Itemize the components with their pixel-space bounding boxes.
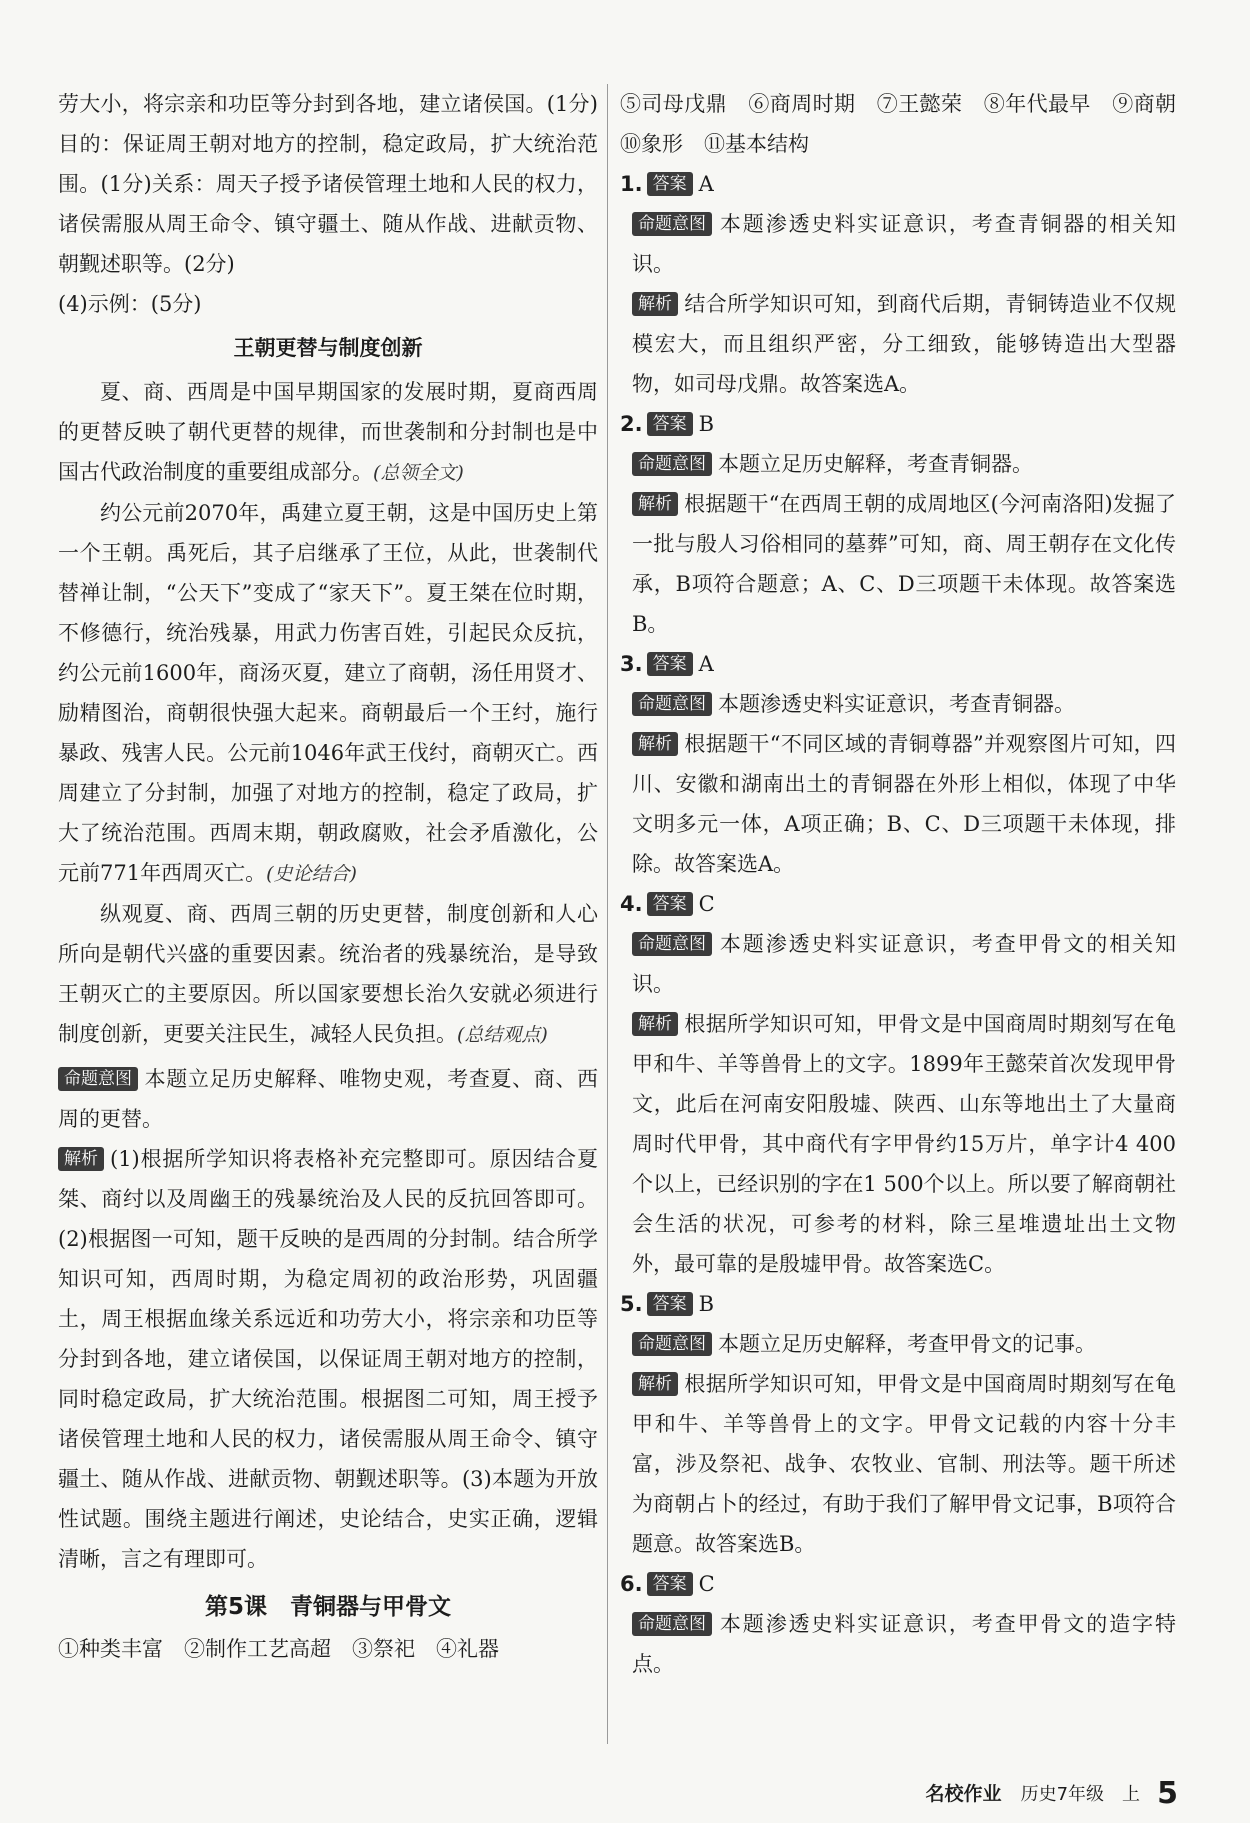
analysis-tag: 解析 [632,1012,678,1036]
answer-value: C [698,892,715,916]
right-column [620,84,1197,1684]
answer-tag: 答案 [647,652,693,676]
intent-block: 命题意图 本题立足历史解释、唯物史观，考查夏、商、西周的更替。 [58,1067,598,1131]
essay-paragraph-1: 夏、商、西周是中国早期国家的发展时期，夏商西周的更替反映了朝代更替的规律，而世袭制和分封制也是中国古代政治制度的重要组成部分。(总领全文) [58,380,598,484]
answer-line [620,644,1176,684]
analysis-tag: 解析 [58,1147,104,1171]
example-heading: (4)示例：(5分) [58,292,202,316]
page-footer [925,1776,1178,1811]
answer-line [620,1564,1176,1604]
question-number: 3. [620,652,643,676]
analysis-block: 解析 根据题干“不同区域的青铜尊器”并观察图片可知，四川、安徽和湖南出土的青铜器在外形上相似，体现了中华文明多元一体，A项正确；B、C、D三项题干未体现，排除。故答案选A。 [632,732,1176,876]
answer-line [620,884,1176,924]
intent-block: 命题意图 本题渗透史料实证意识，考查青铜器的相关知识。 [632,212,1176,276]
essay-paragraph-3: 纵观夏、商、西周三朝的历史更替，制度创新和人心所向是朝代兴盛的重要因素。统治者的残暴统治，是导致王朝灭亡的主要原因。所以国家要想长治久安就必须进行制度创新，更要关注民生，减轻人民负担。(总结观点) [58,902,598,1046]
essay-note: (总领全文) [373,462,464,484]
question-number: 2. [620,412,643,436]
intent-block: 命题意图 本题渗透史料实证意识，考查甲骨文的造字特点。 [632,1612,1176,1676]
intent-tag: 命题意图 [58,1067,138,1091]
answer-value: B [698,412,715,436]
subject-label: 历史7年级 上 [1020,1784,1141,1805]
analysis-block: 解析 (1)根据所学知识将表格补充完整即可。原因结合夏桀、商纣以及周幽王的残暴统治及人民的反抗回答即可。(2)根据图一可知，题干反映的是西周的分封制。结合所学知识可知，西周时期，为稳定周初的政治形势，巩固疆土，周王根据血缘关系远近和功劳大小，将宗亲和功臣等分封到各地，建立诸侯国，以保证周王朝对地方的控制，同时稳定政局，扩大统治范围。根据图二可知，周王授予诸侯管理土地和人民的权力，诸侯需服从周王命令、镇守疆土、随从作战、进献贡物、朝觐述职等。(3)本题为开放性试题。围绕主题进行阐述，史论结合，史实正确，逻辑清晰，言之有理即可。 [58,1147,598,1571]
answer-tag: 答案 [647,1292,693,1316]
question-number: 6. [620,1572,643,1596]
intent-tag: 命题意图 [632,1332,712,1356]
essay-note: (总结观点) [457,1024,548,1046]
intent-block: 命题意图 本题渗透史料实证意识，考查甲骨文的相关知识。 [632,932,1176,996]
answer-value: B [698,1292,715,1316]
question-number: 1. [620,172,643,196]
brand-name: 名校作业 [925,1783,1002,1805]
answer-line [620,404,1176,444]
answer-value: A [698,652,714,676]
analysis-tag: 解析 [632,292,678,316]
essay-title: 王朝更替与制度创新 [233,336,423,360]
essay-paragraph-2: 约公元前2070年，禹建立夏王朝，这是中国历史上第一个王朝。禹死后，其子启继承了王位，从此，世袭制代替禅让制，“公天下”变成了“家天下”。夏王桀在位时期，不修德行，统治残暴，用武力伤害百姓，引起民众反抗，约公元前1600年，商汤灭夏，建立了商朝，汤任用贤才、励精图治，商朝很快强大起来。商朝最后一个王纣，施行暴政、残害人民。公元前1046年武王伐纣，商朝灭亡。西周建立了分封制，加强了对地方的控制，稳定了政局，扩大了统治范围。西周末期，朝政腐败，社会矛盾激化，公元前771年西周灭亡。(史论结合) [58,501,598,885]
column-divider [607,84,608,1744]
answer-tag: 答案 [647,892,693,916]
analysis-tag: 解析 [632,1372,678,1396]
intent-tag: 命题意图 [632,1612,712,1636]
answer-line [620,1284,1176,1324]
intent-tag: 命题意图 [632,452,712,476]
analysis-block: 解析 结合所学知识可知，到商代后期，青铜铸造业不仅规模宏大，而且组织严密，分工细致，能够铸造出大型器物，如司母戊鼎。故答案选A。 [632,292,1176,396]
fill-answers: ⑤司母戊鼎 ⑥商周时期 ⑦王懿荣 ⑧年代最早 ⑨商朝 ⑩象形 ⑪基本结构 [620,92,1197,156]
answer-value: C [698,1572,715,1596]
analysis-block: 解析 根据题干“在西周王朝的成周地区(今河南洛阳)发掘了一批与殷人习俗相同的墓葬”可知，商、周王朝存在文化传承，B项符合题意；A、C、D三项题干未体现。故答案选B。 [632,492,1176,636]
intent-block: 命题意图 本题渗透史料实证意识，考查青铜器。 [620,684,1176,724]
question-list [620,164,1176,1684]
page-number: 5 [1157,1776,1178,1811]
answer-value: A [698,172,714,196]
essay-note: (史论结合) [266,863,357,885]
analysis-tag: 解析 [632,492,678,516]
answer-tag: 答案 [647,172,693,196]
question-number: 5. [620,1292,643,1316]
answer-tag: 答案 [647,1572,693,1596]
answer-tag: 答案 [647,412,693,436]
analysis-tag: 解析 [632,732,678,756]
intent-tag: 命题意图 [632,212,712,236]
intent-tag: 命题意图 [632,932,712,956]
intent-block: 命题意图 本题立足历史解释，考查甲骨文的记事。 [620,1324,1176,1364]
answer-paragraph: 劳大小，将宗亲和功臣等分封到各地，建立诸侯国。(1分)目的：保证周王朝对地方的控制，稳定政局，扩大统治范围。(1分)关系：周天子授予诸侯管理土地和人民的权力，诸侯需服从周王命令、镇守疆土、随从作战、进献贡物、朝觐述职等。(2分) [58,92,598,276]
question-number: 4. [620,892,643,916]
intent-block: 命题意图 本题立足历史解释，考查青铜器。 [620,444,1176,484]
analysis-block: 解析 根据所学知识可知，甲骨文是中国商周时期刻写在龟甲和牛、羊等兽骨上的文字。甲骨文记载的内容十分丰富，涉及祭祀、战争、农牧业、官制、刑法等。题干所述为商朝占卜的经过，有助于我们了解甲骨文记事，B项符合题意。故答案选B。 [632,1372,1176,1556]
lesson-title: 第5课 青铜器与甲骨文 [204,1594,451,1620]
analysis-block: 解析 根据所学知识可知，甲骨文是中国商周时期刻写在龟甲和牛、羊等兽骨上的文字。1899年王懿荣首次发现甲骨文，此后在河南安阳殷墟、陕西、山东等地出土了大量商周时代甲骨，其中商代有字甲骨约15万片，单字计4 400个以上，已经识别的字在1 500个以上。所以要了解商朝社会生活的状况，可参考的材料，除三星堆遗址出土文物外，最可靠的是殷墟甲骨。故答案选C。 [632,1012,1176,1276]
answer-line [620,164,1176,204]
intent-tag: 命题意图 [632,692,712,716]
left-column [58,84,598,1669]
fill-answers: ①种类丰富 ②制作工艺高超 ③祭祀 ④礼器 [58,1637,499,1661]
